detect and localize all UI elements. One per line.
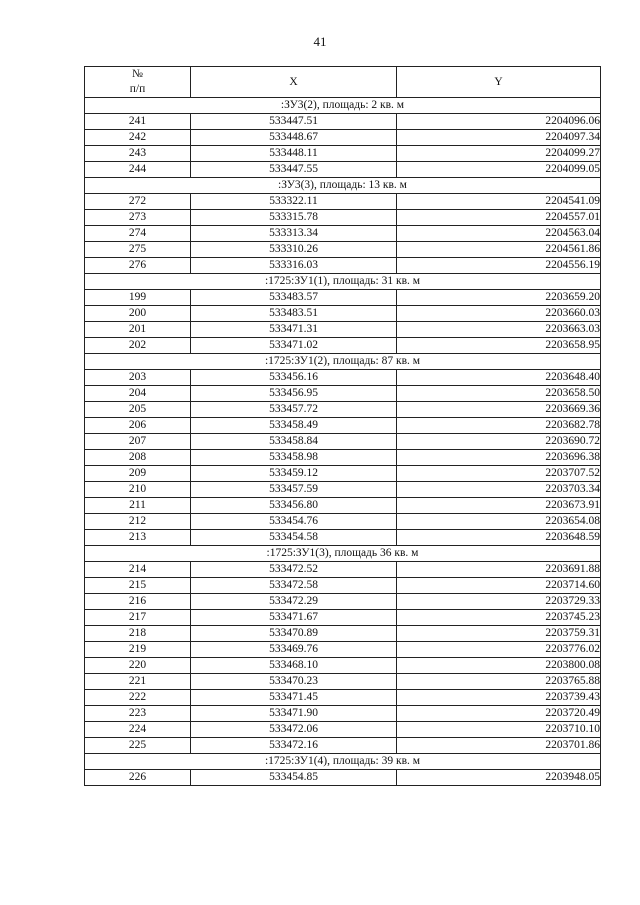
column-header-number	[85, 67, 191, 98]
y-coordinate: 2203710.10	[397, 722, 601, 738]
y-coordinate: 2203654.08	[397, 514, 601, 530]
x-coordinate: 533447.55	[191, 162, 397, 178]
y-coordinate: 2203739.43	[397, 690, 601, 706]
x-coordinate: 533456.95	[191, 386, 397, 402]
column-header-y: Y	[397, 67, 601, 98]
table-row	[85, 674, 601, 690]
table-row	[85, 466, 601, 482]
point-number: 221	[85, 674, 191, 690]
point-number: 202	[85, 338, 191, 354]
y-coordinate: 2203707.52	[397, 466, 601, 482]
table-row	[85, 722, 601, 738]
point-number: 205	[85, 402, 191, 418]
y-coordinate: 2203714.60	[397, 578, 601, 594]
table-row	[85, 738, 601, 754]
y-coordinate: 2203663.03	[397, 322, 601, 338]
table-header-row	[85, 67, 601, 98]
x-coordinate: 533457.72	[191, 402, 397, 418]
table-row	[85, 210, 601, 226]
x-coordinate: 533447.51	[191, 114, 397, 130]
x-coordinate: 533471.02	[191, 338, 397, 354]
y-coordinate: 2203720.49	[397, 706, 601, 722]
point-number: 272	[85, 194, 191, 210]
column-header-number-abbr: п/п	[129, 83, 146, 95]
point-number: 223	[85, 706, 191, 722]
section-header-row	[85, 354, 601, 370]
point-number: 206	[85, 418, 191, 434]
table-row	[85, 594, 601, 610]
point-number: 214	[85, 562, 191, 578]
x-coordinate: 533316.03	[191, 258, 397, 274]
table-row	[85, 530, 601, 546]
x-coordinate: 533471.67	[191, 610, 397, 626]
y-coordinate: 2203701.86	[397, 738, 601, 754]
y-coordinate: 2204563.04	[397, 226, 601, 242]
table-row	[85, 418, 601, 434]
y-coordinate: 2203696.38	[397, 450, 601, 466]
y-coordinate: 2203703.34	[397, 482, 601, 498]
table-row	[85, 114, 601, 130]
point-number: 210	[85, 482, 191, 498]
point-number: 275	[85, 242, 191, 258]
x-coordinate: 533470.89	[191, 626, 397, 642]
table-row	[85, 498, 601, 514]
table-row	[85, 146, 601, 162]
table-row	[85, 658, 601, 674]
y-coordinate: 2204561.86	[397, 242, 601, 258]
table-row	[85, 770, 601, 786]
table-row	[85, 226, 601, 242]
x-coordinate: 533472.58	[191, 578, 397, 594]
y-coordinate: 2203729.33	[397, 594, 601, 610]
point-number: 219	[85, 642, 191, 658]
x-coordinate: 533454.76	[191, 514, 397, 530]
x-coordinate: 533456.16	[191, 370, 397, 386]
point-number: 207	[85, 434, 191, 450]
section-title: :1725:ЗУ1(1), площадь: 31 кв. м	[85, 274, 601, 290]
table-row	[85, 642, 601, 658]
y-coordinate: 2204096.06	[397, 114, 601, 130]
table-row	[85, 578, 601, 594]
point-number: 222	[85, 690, 191, 706]
table-row	[85, 434, 601, 450]
point-number: 208	[85, 450, 191, 466]
y-coordinate: 2203660.03	[397, 306, 601, 322]
point-number: 209	[85, 466, 191, 482]
x-coordinate: 533448.67	[191, 130, 397, 146]
x-coordinate: 533472.29	[191, 594, 397, 610]
table-row	[85, 626, 601, 642]
section-title: :ЗУ3(2), площадь: 2 кв. м	[85, 98, 601, 114]
section-header-row	[85, 178, 601, 194]
y-coordinate: 2203673.91	[397, 498, 601, 514]
point-number: 274	[85, 226, 191, 242]
point-number: 213	[85, 530, 191, 546]
x-coordinate: 533315.78	[191, 210, 397, 226]
x-coordinate: 533471.31	[191, 322, 397, 338]
section-title: :ЗУ3(3), площадь: 13 кв. м	[85, 178, 601, 194]
point-number: 203	[85, 370, 191, 386]
table-row	[85, 370, 601, 386]
x-coordinate: 533471.90	[191, 706, 397, 722]
x-coordinate: 533472.52	[191, 562, 397, 578]
y-coordinate: 2203765.88	[397, 674, 601, 690]
y-coordinate: 2203659.20	[397, 290, 601, 306]
x-coordinate: 533322.11	[191, 194, 397, 210]
y-coordinate: 2203800.08	[397, 658, 601, 674]
y-coordinate: 2204556.19	[397, 258, 601, 274]
point-number: 220	[85, 658, 191, 674]
table-row	[85, 242, 601, 258]
y-coordinate: 2204541.09	[397, 194, 601, 210]
x-coordinate: 533483.51	[191, 306, 397, 322]
table-row	[85, 450, 601, 466]
point-number: 216	[85, 594, 191, 610]
table-row	[85, 290, 601, 306]
x-coordinate: 533313.34	[191, 226, 397, 242]
x-coordinate: 533310.26	[191, 242, 397, 258]
table-row	[85, 322, 601, 338]
y-coordinate: 2203658.95	[397, 338, 601, 354]
table-row	[85, 162, 601, 178]
section-title: :1725:ЗУ1(4), площадь: 39 кв. м	[85, 754, 601, 770]
x-coordinate: 533470.23	[191, 674, 397, 690]
y-coordinate: 2204099.27	[397, 146, 601, 162]
x-coordinate: 533457.59	[191, 482, 397, 498]
x-coordinate: 533454.58	[191, 530, 397, 546]
point-number: 242	[85, 130, 191, 146]
x-coordinate: 533471.45	[191, 690, 397, 706]
point-number: 215	[85, 578, 191, 594]
section-title: :1725:ЗУ1(2), площадь: 87 кв. м	[85, 354, 601, 370]
table-row	[85, 610, 601, 626]
table-row	[85, 306, 601, 322]
x-coordinate: 533458.84	[191, 434, 397, 450]
y-coordinate: 2204099.05	[397, 162, 601, 178]
table-row	[85, 258, 601, 274]
y-coordinate: 2203648.59	[397, 530, 601, 546]
table-row	[85, 482, 601, 498]
y-coordinate: 2203759.31	[397, 626, 601, 642]
point-number: 226	[85, 770, 191, 786]
page-number: 41	[313, 34, 327, 49]
y-coordinate: 2204097.34	[397, 130, 601, 146]
point-number: 244	[85, 162, 191, 178]
x-coordinate: 533472.16	[191, 738, 397, 754]
table-row	[85, 514, 601, 530]
point-number: 224	[85, 722, 191, 738]
x-coordinate: 533459.12	[191, 466, 397, 482]
x-coordinate: 533456.80	[191, 498, 397, 514]
y-coordinate: 2203690.72	[397, 434, 601, 450]
x-coordinate: 533483.57	[191, 290, 397, 306]
table-row	[85, 130, 601, 146]
point-number: 276	[85, 258, 191, 274]
point-number: 211	[85, 498, 191, 514]
table-row	[85, 562, 601, 578]
x-coordinate: 533448.11	[191, 146, 397, 162]
table-body	[85, 98, 601, 786]
x-coordinate: 533468.10	[191, 658, 397, 674]
y-coordinate: 2204557.01	[397, 210, 601, 226]
table-row	[85, 194, 601, 210]
table-row	[85, 386, 601, 402]
point-number: 212	[85, 514, 191, 530]
point-number: 200	[85, 306, 191, 322]
point-number: 204	[85, 386, 191, 402]
section-header-row	[85, 274, 601, 290]
point-number: 218	[85, 626, 191, 642]
table-row	[85, 690, 601, 706]
coordinates-table	[84, 66, 601, 786]
x-coordinate: 533469.76	[191, 642, 397, 658]
point-number: 273	[85, 210, 191, 226]
point-number: 225	[85, 738, 191, 754]
table-row	[85, 402, 601, 418]
x-coordinate: 533458.49	[191, 418, 397, 434]
section-title: :1725:ЗУ1(3), площадь 36 кв. м	[85, 546, 601, 562]
section-header-row	[85, 98, 601, 114]
y-coordinate: 2203669.36	[397, 402, 601, 418]
y-coordinate: 2203648.40	[397, 370, 601, 386]
point-number: 241	[85, 114, 191, 130]
section-header-row	[85, 754, 601, 770]
point-number: 201	[85, 322, 191, 338]
y-coordinate: 2203691.88	[397, 562, 601, 578]
table-row	[85, 706, 601, 722]
point-number: 199	[85, 290, 191, 306]
y-coordinate: 2203745.23	[397, 610, 601, 626]
y-coordinate: 2203948.05	[397, 770, 601, 786]
x-coordinate: 533472.06	[191, 722, 397, 738]
point-number: 217	[85, 610, 191, 626]
table-row	[85, 338, 601, 354]
y-coordinate: 2203658.50	[397, 386, 601, 402]
column-header-x: X	[191, 67, 397, 98]
section-header-row	[85, 546, 601, 562]
y-coordinate: 2203682.78	[397, 418, 601, 434]
column-header-number-symbol: №	[132, 68, 143, 80]
y-coordinate: 2203776.02	[397, 642, 601, 658]
x-coordinate: 533454.85	[191, 770, 397, 786]
point-number: 243	[85, 146, 191, 162]
x-coordinate: 533458.98	[191, 450, 397, 466]
